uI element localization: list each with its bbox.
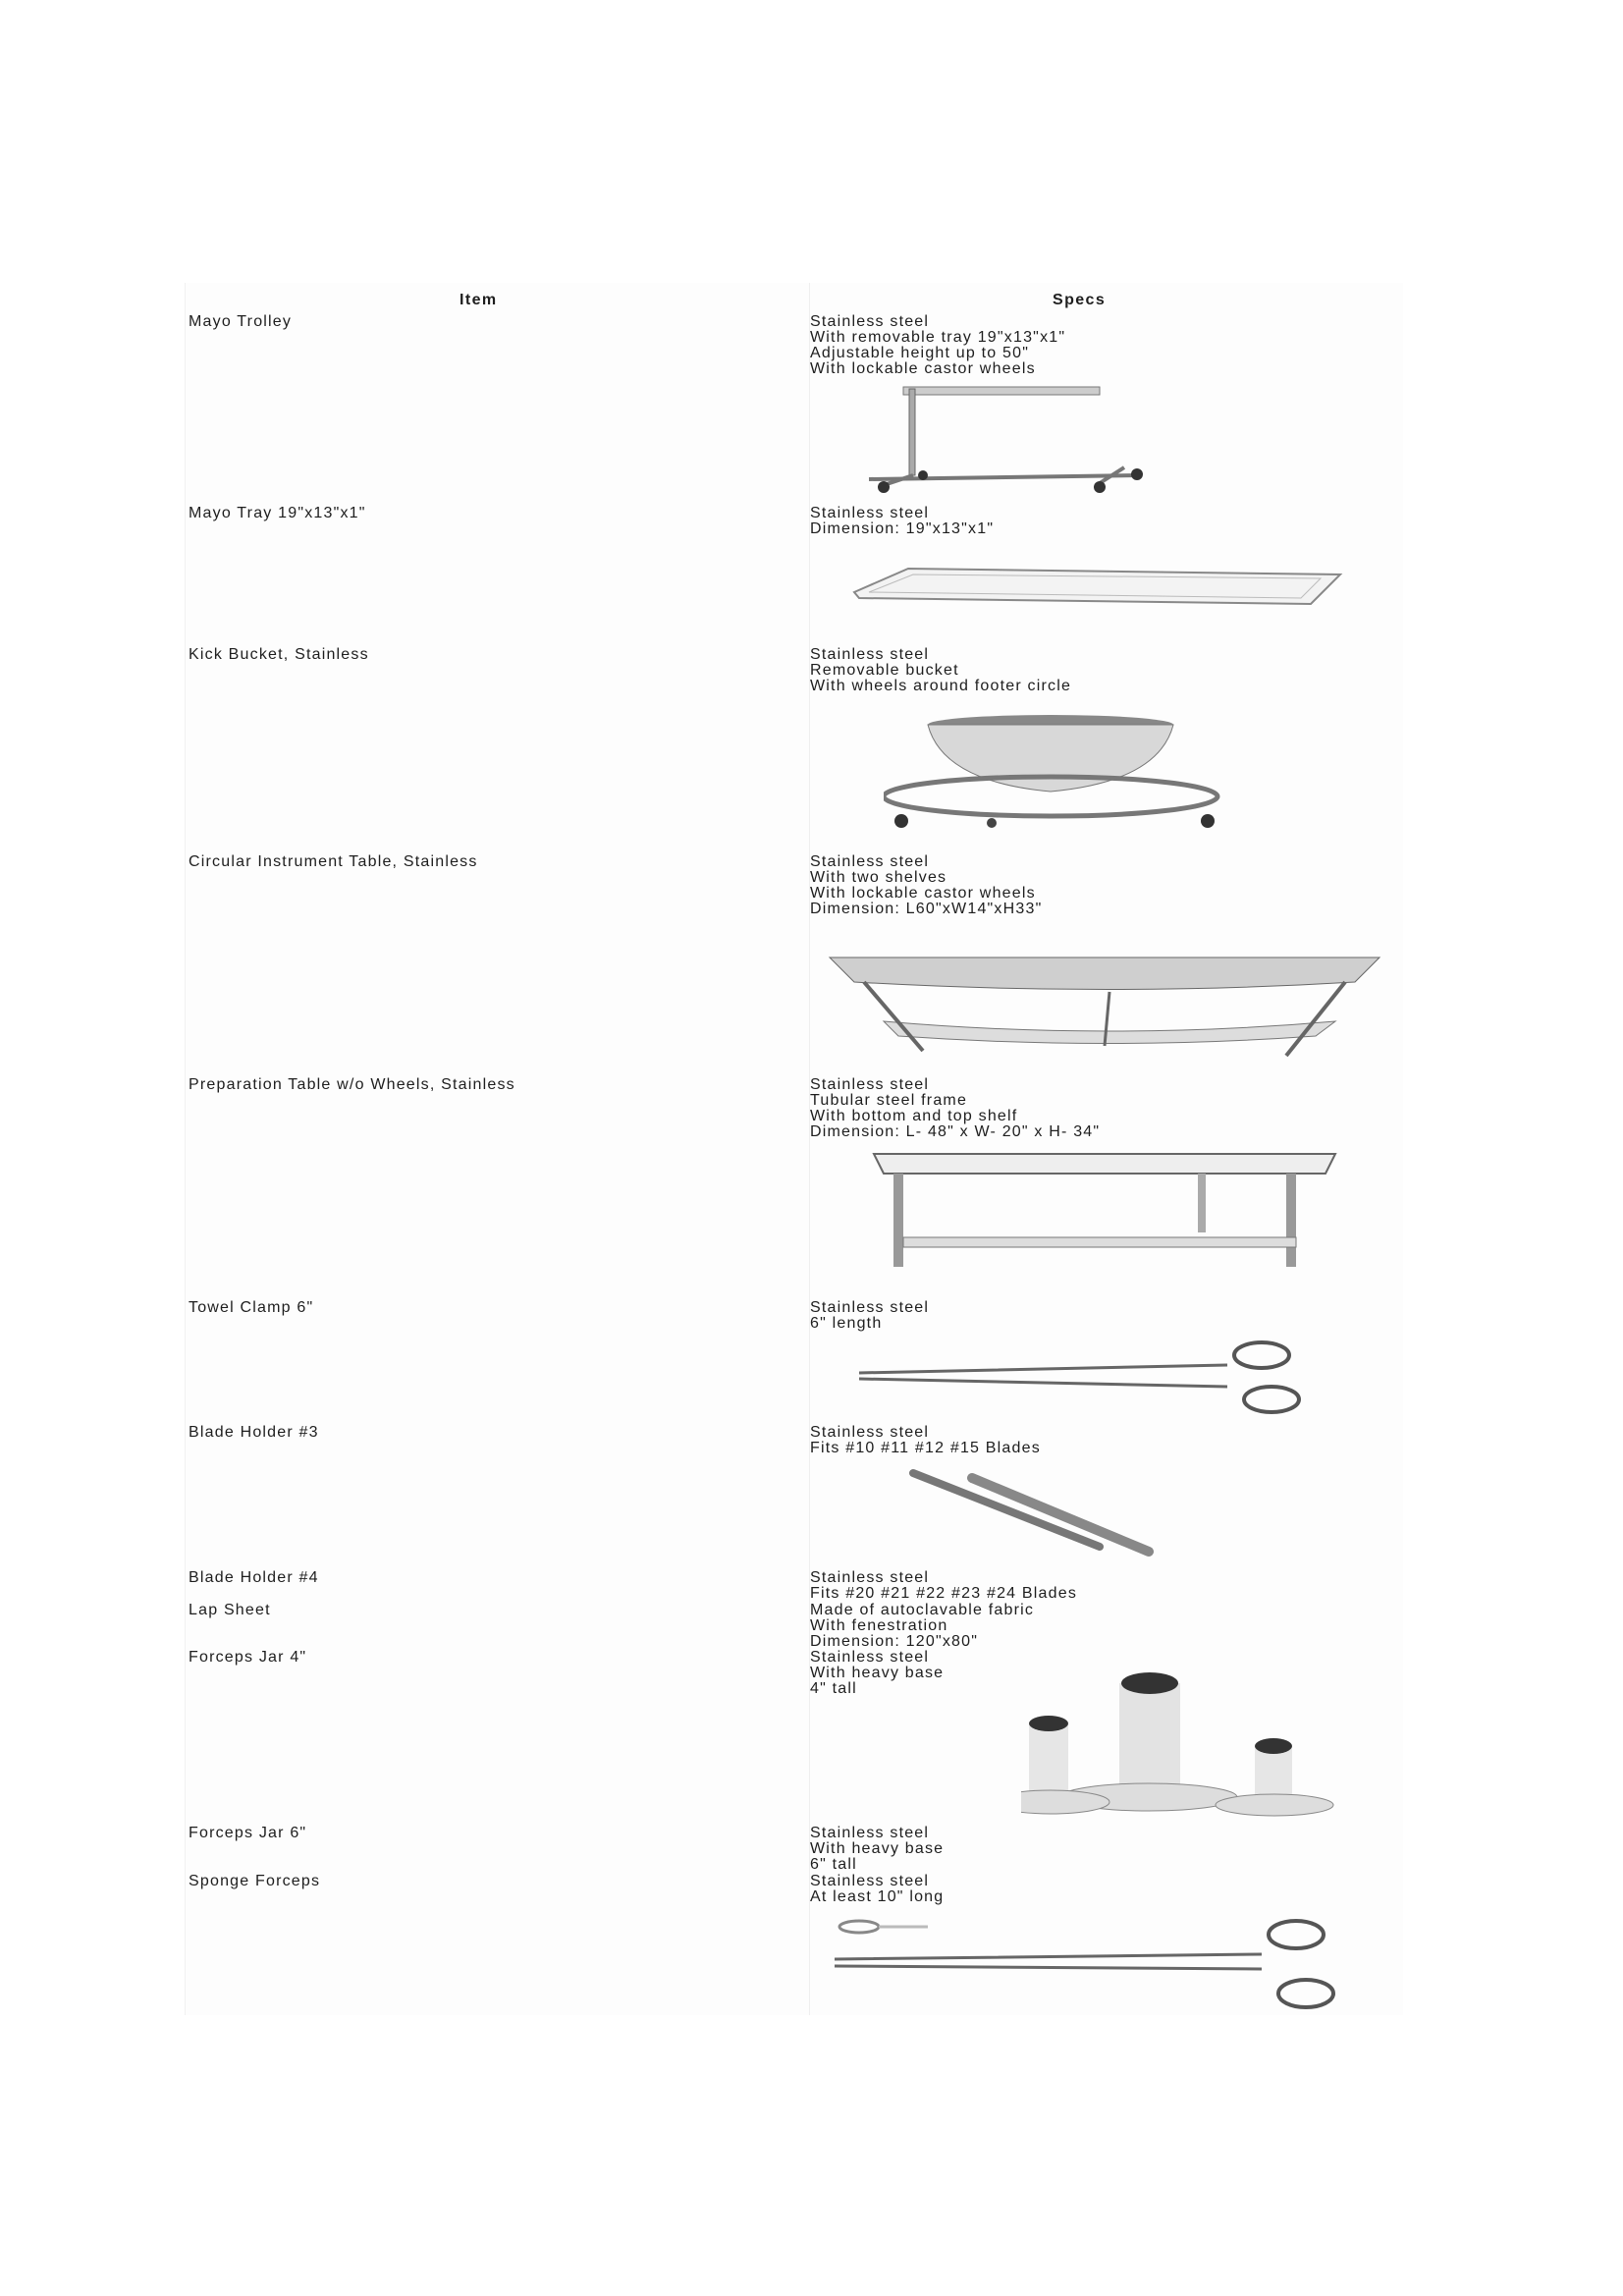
item-name: Preparation Table w/o Wheels, Stainless [189,1076,515,1093]
spec-line: With heavy base [810,1665,945,1681]
item-name: Blade Holder #4 [189,1569,319,1586]
mayo-trolley-image [864,381,1149,494]
towel-clamp-image [854,1336,1345,1419]
spec-line: Stainless steel [810,313,930,330]
spec-line: With bottom and top shelf [810,1108,1018,1124]
item-name: Mayo Trolley [189,313,293,330]
spec-line: With fenestration [810,1617,948,1634]
spec-line: 4" tall [810,1680,857,1697]
header-specs: Specs [1053,292,1107,308]
item-name: Sponge Forceps [189,1873,321,1889]
spec-line: Stainless steel [810,853,930,870]
spec-line: Stainless steel [810,1825,930,1841]
spec-line: With heavy base [810,1840,945,1857]
spec-line: Fits #20 #21 #22 #23 #24 Blades [810,1585,1078,1602]
spec-line: Dimension: 19"x13"x1" [810,520,995,537]
kick-bucket-image [884,713,1237,836]
spec-line: Stainless steel [810,1873,930,1889]
spec-line: With two shelves [810,869,947,886]
mayo-tray-image [849,565,1345,609]
spec-line: With removable tray 19"x13"x1" [810,329,1066,346]
preparation-table-image [864,1144,1345,1272]
spec-line: 6" tall [810,1856,857,1873]
spec-line: Removable bucket [810,662,959,679]
spec-line: Dimension: L60"xW14"xH33" [810,901,1043,917]
spec-line: Made of autoclavable fabric [810,1602,1035,1618]
circular-instrument-table-image [825,943,1384,1061]
spec-line: 6" length [810,1315,883,1332]
spec-line: With lockable castor wheels [810,360,1036,377]
item-name: Circular Instrument Table, Stainless [189,853,478,870]
spec-line: Dimension: L- 48" x W- 20" x H- 34" [810,1123,1101,1140]
column-divider [809,283,810,2015]
item-name: Mayo Tray 19"x13"x1" [189,505,366,521]
spec-line: Adjustable height up to 50" [810,345,1030,361]
spec-line: Tubular steel frame [810,1092,968,1109]
spec-line: Stainless steel [810,1649,930,1666]
item-name: Kick Bucket, Stainless [189,646,369,663]
item-name: Forceps Jar 6" [189,1825,307,1841]
spec-line: Stainless steel [810,1076,930,1093]
header-item: Item [460,292,498,308]
item-name: Lap Sheet [189,1602,271,1618]
spec-line: With lockable castor wheels [810,885,1036,902]
spec-line: Stainless steel [810,1424,930,1441]
sponge-forceps-image [830,1915,1380,2013]
spec-line: Fits #10 #11 #12 #15 Blades [810,1440,1041,1456]
spec-line: At least 10" long [810,1888,945,1905]
spec-line: Stainless steel [810,1569,930,1586]
spec-line: With wheels around footer circle [810,678,1072,694]
spec-line: Stainless steel [810,646,930,663]
spec-line: Stainless steel [810,505,930,521]
item-name: Towel Clamp 6" [189,1299,314,1316]
item-name: Blade Holder #3 [189,1424,319,1441]
spec-line: Dimension: 120"x80" [810,1633,979,1650]
blade-holder-image [903,1468,1168,1561]
spec-line: Stainless steel [810,1299,930,1316]
forceps-jar-image [1021,1669,1404,1817]
item-name: Forceps Jar 4" [189,1649,307,1666]
